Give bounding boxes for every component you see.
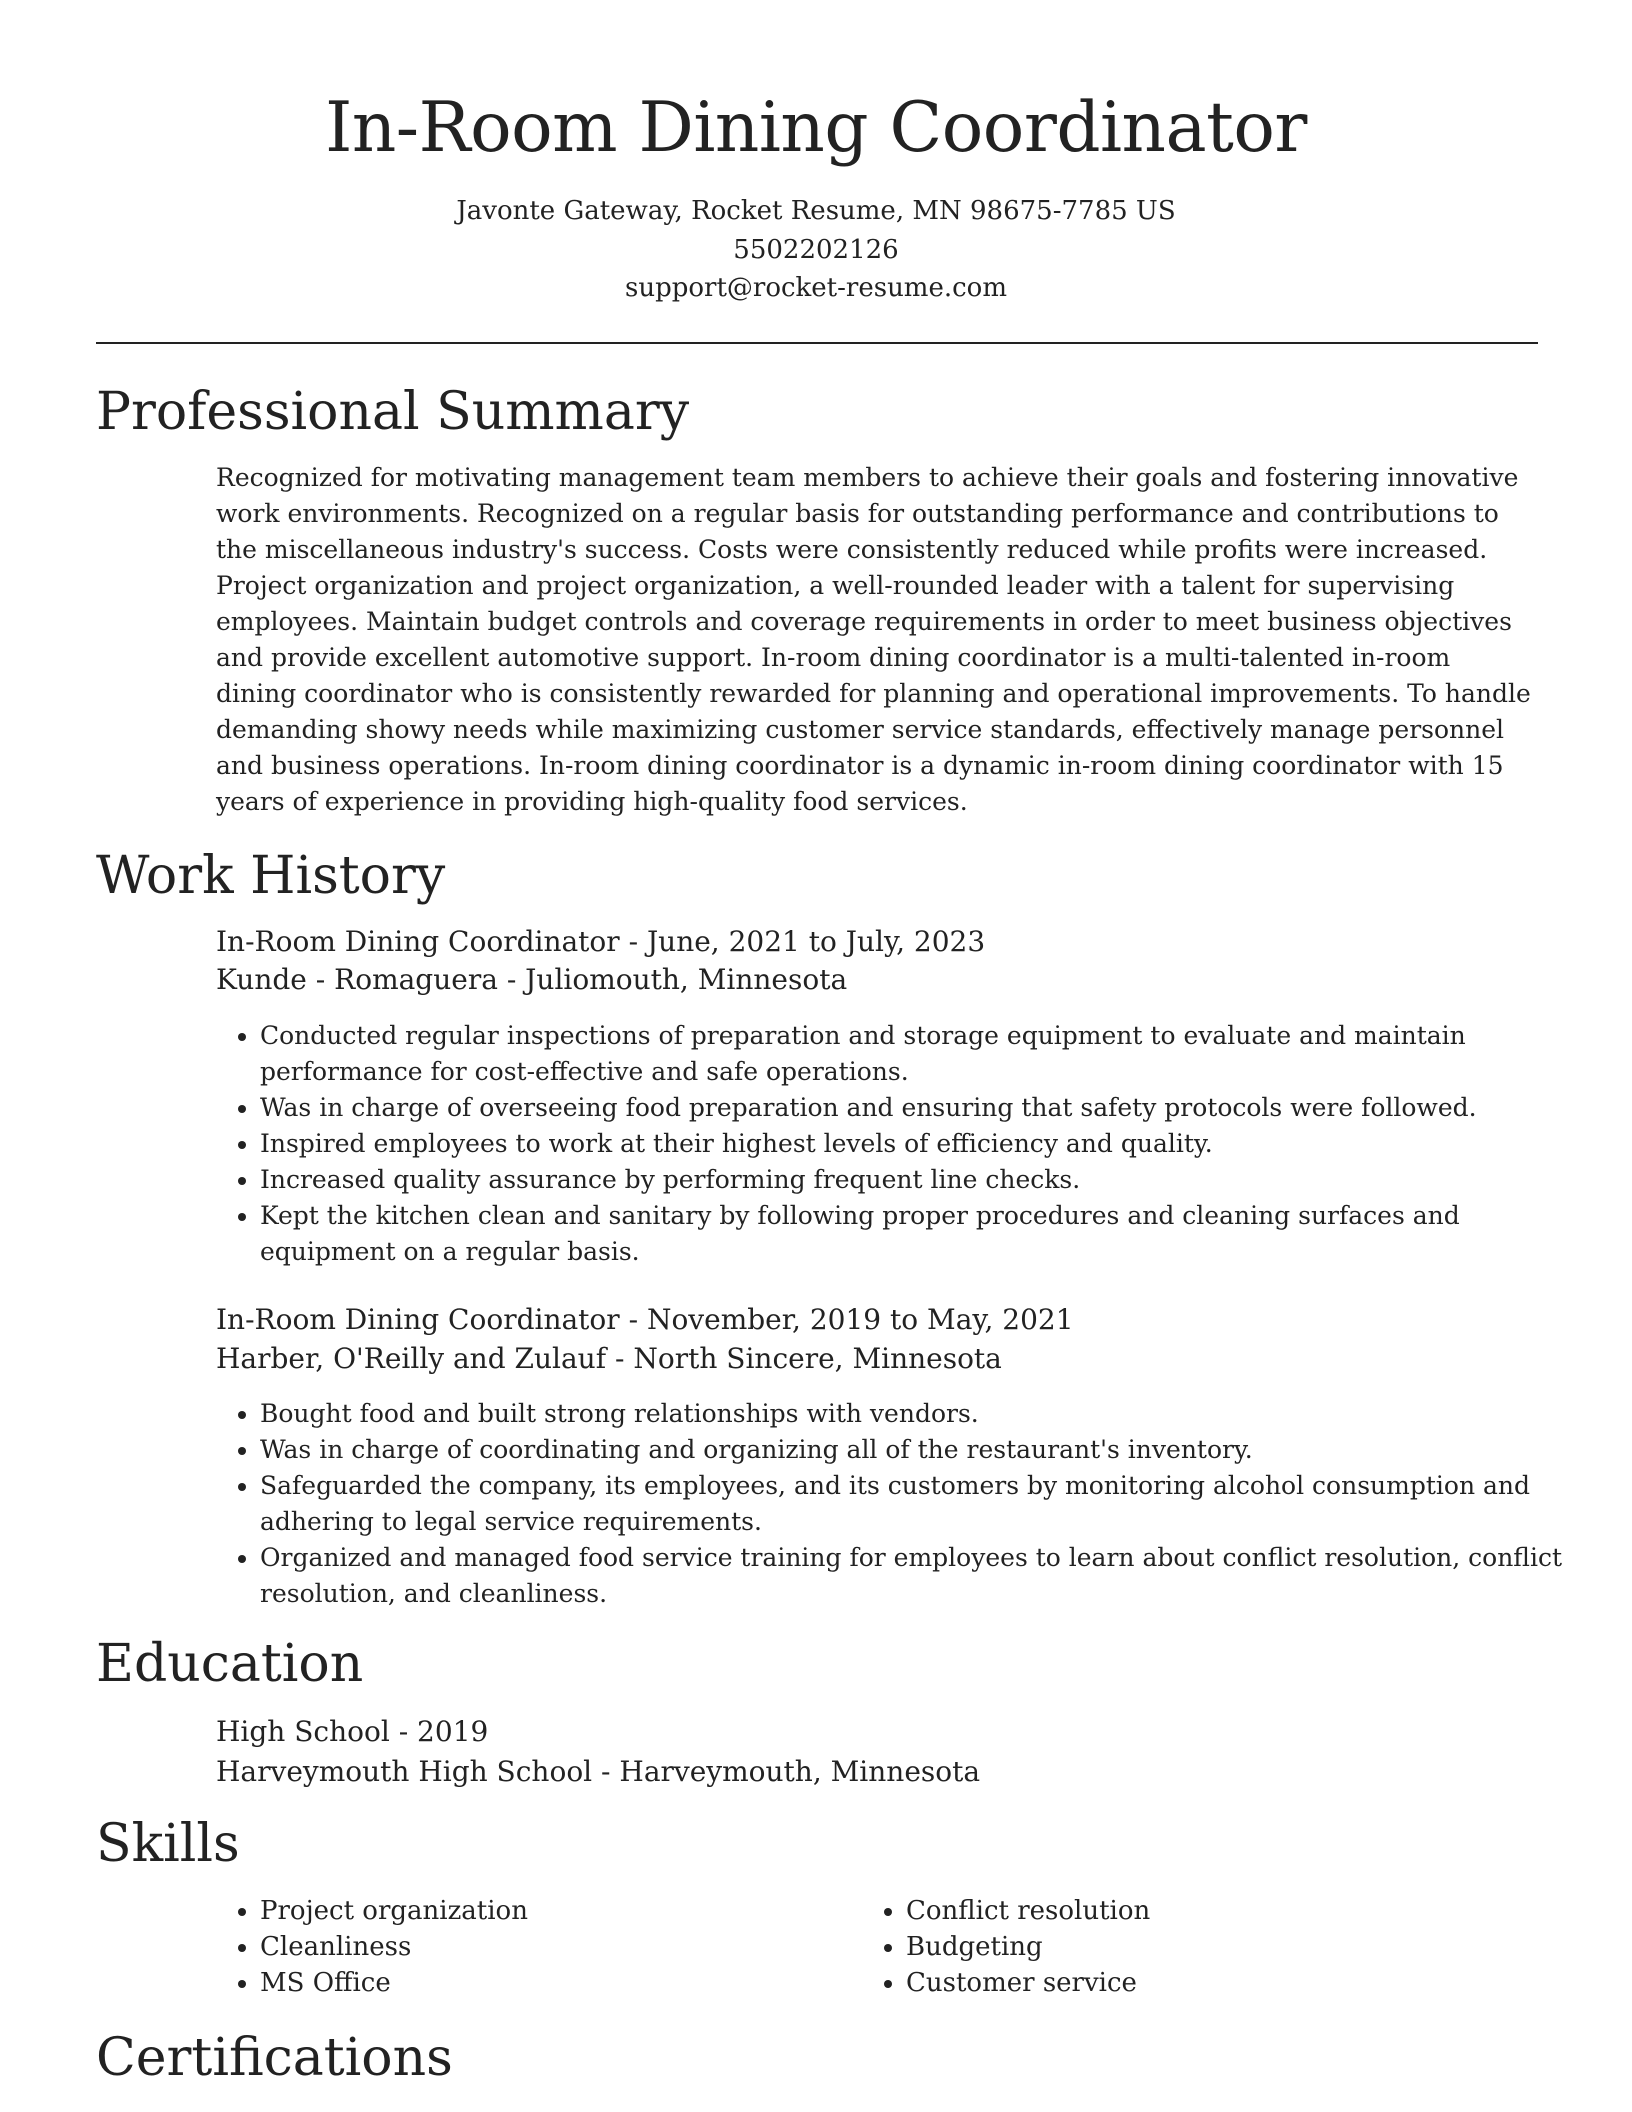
skill-item: • Customer service [906, 1965, 1466, 2001]
section-title-education: Education [96, 1634, 364, 1694]
job-2-dates: - November, 2019 to May, 2021 [619, 1303, 1074, 1336]
job-1-bullet: • Conducted regular inspections of preparation and storage equipment to evaluate and maintain performance for cost-effective and safe operations. [260, 1018, 1570, 1090]
education-year: - 2019 [389, 1715, 489, 1748]
job-2-bullet: • Organized and managed food service training for employees to learn about conflict resolution, conflict resolution, and cleanliness. [260, 1540, 1570, 1612]
header-divider [96, 342, 1538, 344]
job-2-bullet: • Bought food and built strong relationships with vendors. [260, 1396, 1570, 1432]
job-1-bullet: • Inspired employees to work at their highest levels of efficiency and quality. [260, 1126, 1570, 1162]
job-2-company-line [216, 1339, 1532, 1379]
job-2-bullet: • Safeguarded the company, its employees, and its customers by monitoring alcohol consumption and adhering to legal service requirements. [260, 1468, 1570, 1540]
job-2-bullet: • Was in charge of coordinating and organizing all of the restaurant's inventory. [260, 1432, 1570, 1468]
contact-email: support@rocket-resume.com [624, 273, 1007, 303]
skill-item: • Project organization [260, 1893, 820, 1929]
job-2-company: Harber, O'Reilly and Zulauf [216, 1342, 607, 1375]
job-1-title-line [216, 922, 1532, 962]
skills-list-right [862, 1893, 1466, 2001]
education-school: Harveymouth High School [216, 1755, 593, 1788]
education-degree: High School [216, 1715, 390, 1748]
skill-item: • Cleanliness [260, 1929, 820, 1965]
job-2-position: In-Room Dining Coordinator [216, 1303, 620, 1336]
job-1-location: - Juliomouth, Minnesota [497, 963, 848, 996]
skill-item: • MS Office [260, 1965, 820, 2001]
job-1-company: Kunde - Romaguera [216, 963, 498, 996]
job-1-position: In-Room Dining Coordinator [216, 925, 620, 958]
job-1-bullet: • Kept the kitchen clean and sanitary by following proper procedures and cleaning surfaces and equipment on a regular basis. [260, 1198, 1570, 1270]
skill-item: • Budgeting [906, 1929, 1466, 1965]
section-title-certifications: Certifications [96, 2028, 453, 2088]
candidate-name: In-Room Dining Coordinator [325, 88, 1307, 168]
job-2-bullet-list [216, 1396, 1570, 1612]
job-1-bullet: • Increased quality assurance by performing frequent line checks. [260, 1162, 1570, 1198]
job-1-bullet-list [216, 1018, 1570, 1270]
job-1-company-line [216, 960, 1532, 1000]
section-title-summary: Professional Summary [96, 382, 690, 442]
skills-list-left [216, 1893, 820, 2001]
job-1-bullet: • Was in charge of overseeing food preparation and ensuring that safety protocols were followed. [260, 1090, 1570, 1126]
education-degree-line [216, 1712, 1532, 1752]
summary-text: Recognized for motivating management team members to achieve their goals and fostering innovative work environments. Recognized on a regular basis for outstanding performance and contributions to the miscellaneous industry's success. Costs were consistently reduced while profits were increased. Project organization and project organization, a well-rounded leader with a talent for supervising employees. Maintain budget controls and coverage requirements in order to meet business objectives and provide excellent automotive support. In-room dining coordinator is a multi-talented in-room dining coordinator who is consistently rewarded for planning and operational improvements. To handle demanding showy needs while maximizing customer service standards, effectively manage personnel and business operations. In-room dining coordinator is a dynamic in-room dining coordinator with 15 years of experience in providing high-quality food services. [216, 463, 1531, 816]
contact-address: Javonte Gateway, Rocket Resume, MN 98675-7785 US [456, 196, 1176, 226]
contact-phone: 5502202126 [733, 235, 899, 265]
education-school-line [216, 1752, 1532, 1792]
job-2-title-line [216, 1300, 1532, 1340]
job-1-dates: - June, 2021 to July, 2023 [619, 925, 986, 958]
job-2-location: - North Sincere, Minnesota [606, 1342, 1002, 1375]
section-title-work-history: Work History [96, 846, 446, 906]
section-title-skills: Skills [96, 1814, 240, 1874]
education-location: - Harveymouth, Minnesota [592, 1755, 981, 1788]
skill-item: • Conflict resolution [906, 1893, 1466, 1929]
